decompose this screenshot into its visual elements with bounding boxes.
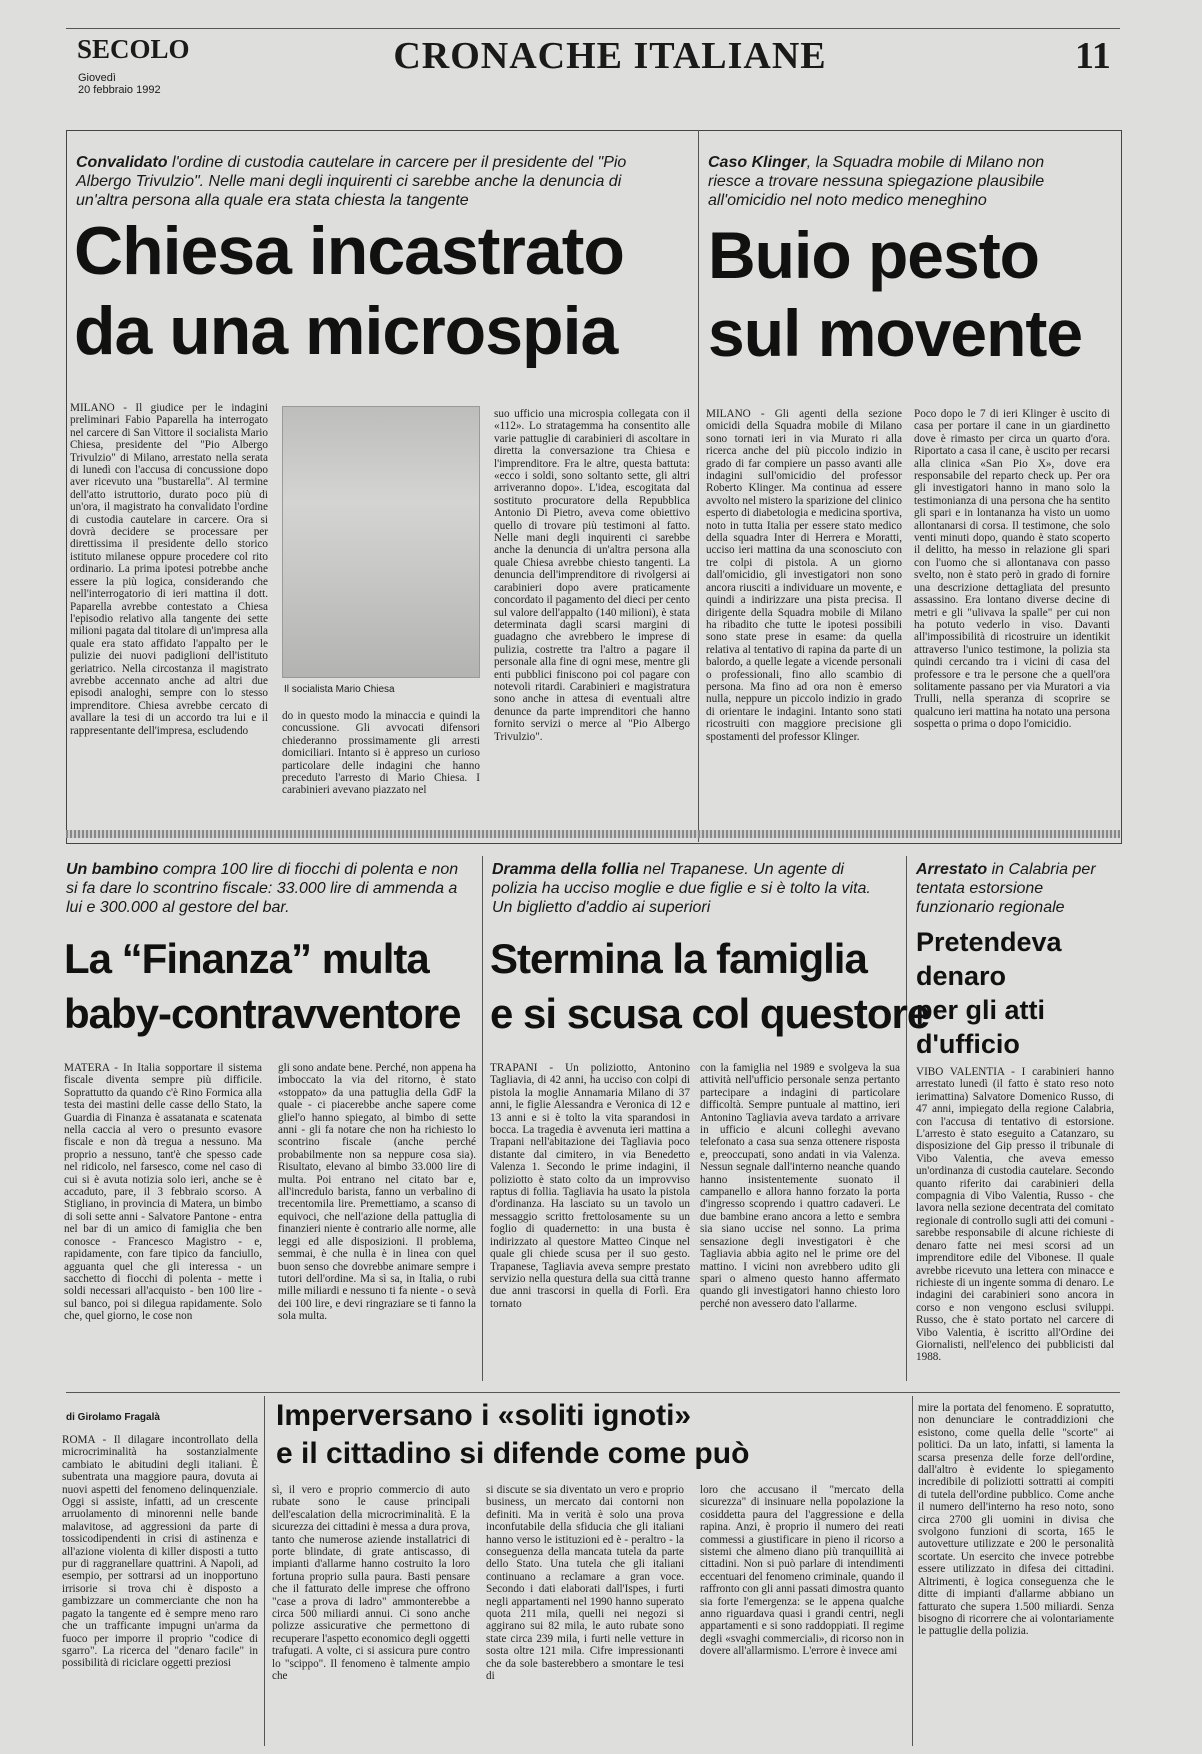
chiesa-column-2: do in questo modo la minaccia e quindi la concussione. Gli avvocati difensori chiederanno prossimamente gli arresti domiciliari. Intanto si è appreso un curioso particolare delle indagini che hanno preceduto l'arresto di Mario Chiesa. I carabinieri avevano piazzato nel <box>282 710 480 797</box>
trapani-headline-line1: Stermina la famiglia <box>490 935 867 982</box>
trapani-kicker <box>492 860 892 917</box>
calabria-headline-line2: denaro <box>916 961 1007 991</box>
klinger-headline-line1: Buio pesto <box>708 218 1039 292</box>
chiesa-column-1: MILANO - Il giudice per le indagini preliminari Fabio Paparella ha interrogato nel carcere di San Vittore il socialista Mario Chiesa, presidente del "Pio Albergo Trivulzio" di Milano, arrestato nella serata di lunedì con l'accusa di concussione dopo aver ricevuto una "bustarella". Al termine dell'atto istruttorio, durato poco più di un'ora, il magistrato ha convalidato l'ordine di custodia cautelare in carcere. Ora si dovrà decidere se processare per direttissima il presidente dello storico istituto milanese oppure procedere col rito ordinario. La prima ipotesi potrebbe anche essere la più logica, considerando che nell'interrogatorio di ieri mattina il dott. Paparella avrebbe contestato a Chiesa l'episodio relativo alla tangente dei sette milioni pagata dal titolare di un'impresa alla quale era stato affidato l'appalto per le pulizie dei nuovi padiglioni dell'istituto geriatrico. Nella circostanza il magistrato avrebbe accennato anche ad altri due episodi analoghi, sempre con lo stesso imprenditore. Chiesa avrebbe cercato di avallare la tesi di un accordo tra lui e il rappresentante dell'impresa, escludendo <box>70 402 268 737</box>
chiesa-kicker <box>76 153 636 210</box>
newspaper-logo: SECOLO <box>77 34 190 64</box>
calabria-kicker-text: in Calabria per tentata estorsione funzionario regionale <box>916 861 1096 916</box>
klinger-kicker-lead: Caso Klinger <box>708 154 807 171</box>
calabria-headline-line3: per gli atti <box>916 995 1046 1025</box>
bottom-left-divider <box>264 1396 265 1746</box>
ignoti-headline-line2: e il cittadino si difende come può <box>276 1437 750 1470</box>
calabria-kicker-lead: Arrestato <box>916 861 988 878</box>
finanza-column-1: MATERA - In Italia sopportare il sistema fiscale diventa sempre più difficile. Soprattutto da quando c'è Rino Formica alla testa dei mastini delle casse dello Stato, la Guardia di Finanza è assatanata e scatenata nella caccia al vero o presunto evasore fiscale e non dà tregua a nessuno. Ma proprio a nessuno, tant'è che spesso cade nel ridicolo, nel farsesco, come nel caso di cui si è avuta notizia solo ieri, anche se è accaduto, pare, il 3 febbraio scorso. A Stigliano, in provincia di Matera, un bimbo di soli sette anni - Salvatore Pantone - entra nel bar di un amico di famiglia che ben conosce - Francesco Magistro - e, rapidamente, con fare tipico da fanciullo, agguanta quel che gli interessa - un sacchetto di fiocchi di polenta - mette i soldi necessari all'acquisto - ben 100 lire - sul banco, poi si dilegua rapidamente. Solo che, quel giorno, le cose non <box>64 1062 262 1323</box>
issue-day: Giovedì <box>78 72 116 84</box>
middle-divider-1 <box>482 856 483 1381</box>
klinger-kicker-text: , la Squadra mobile di Milano non riesce a trovare nessuna spiegazione plausibile all'omicidio nel noto medico meneghino <box>708 154 1045 209</box>
ignoti-column-2: sì, il vero e proprio commercio di auto rubate sono le cause principali dell'escalation della microcriminalità. E la sicurezza dei cittadini è messa a dura prova, tanto che numerose aziende installatrici di porte blindate, di grate antiscasso, di impianti d'allarme hanno costruito la loro fortuna proprio sulla paura. Basti pensare che il fatturato delle imprese che offrono "case a prova di ladro" ammonterebbe a circa 500 miliardi annui. Ci sono anche polizze assicurative che permettono di recuperare l'aspetto economico degli oggetti trafugati. A volte, ci si assicura pure contro lo "scippo". Il fenomeno è talmente ampio che <box>272 1484 470 1683</box>
calabria-column-1: VIBO VALENTIA - I carabinieri hanno arrestato lunedì (il fatto è stato reso noto ierimattina) Salvatore Domenico Russo, di 47 anni, impiegato della regione Calabria, con l'accusa di tentativo di estorsione. L'arresto è stato eseguito a Catanzaro, su disposizione del Gip presso il tribunale di Vibo Valentia, che aveva emesso un'ordinanza di custodia cautelare. Secondo quanto riferito dai carabinieri della compagnia di Vibo Valentia, Russo - che lavora nella sezione decentrata del comitato regionale di controllo sugli atti dei comuni - sarebbe responsabile di alcune richieste di denaro fatte nei mesi scorsi ad un imprenditore edile del Vibonese. Il quale avrebbe ricevuto una lettera con minacce e richieste di un ingente somma di denaro. Le indagini dei carabinieri sono ancora in corso e non vengono esclusi sviluppi. Russo, che è stato portato nel carcere di Vibo Valentia, è iscritto all'Ordine dei Giornalisti, nell'elenco dei pubblicisti dal 1988. <box>916 1066 1114 1364</box>
ignoti-byline: di Girolamo Fragalà <box>66 1412 160 1423</box>
ignoti-column-3: si discute se sia diventato un vero e proprio business, un mercato dai contorni non definiti. Ma in verità è solo una prova inconfutabile della sfiducia che gli italiani hanno verso le istituzioni ed è - peraltro - la conseguenza della mancata tutela da parte dello Stato. Una tutela che gli italiani continuano a reclamare a gran voce. Secondo i dati elaborati dall'Ispes, i furti negli appartamenti nel 1990 hanno superato quota 211 mila, quelli nei negozi si aggirano sui 82 mila, le auto rubate sono state circa 239 mila, i furti nelle vetture in sosta oltre 121 mila. Cifre impressionanti che da sole basterebbero a smontare le tesi di <box>486 1484 684 1683</box>
chiesa-photo-caption: Il socialista Mario Chiesa <box>284 684 395 695</box>
trapani-column-1: TRAPANI - Un poliziotto, Antonino Tagliavia, di 42 anni, ha ucciso con colpi di pistola la moglie Annamaria Milano di 37 anni, le figlie Alessandra e Veronica di 12 e 13 anni e si è tolto la vita sparandosi in bocca. La tragedia è avvenuta ieri mattina a Trapani nell'abitazione dei Tagliavia poco distante dal cimitero, in via Benedetto Valenza 1. Secondo le prime indagini, il poliziotto è stato colto da un improvviso raptus di follia. Tagliavia ha usato la pistola d'ordinanza. Ha lasciato su un tavolo un messaggio scritto frettolosamente su un foglio di quadernetto: in una busta è indirizzato al questore Matteo Cinque nel quale gli chiede scusa per il suo gesto. Trapanese, Tagliavia aveva sempre prestato servizio nella questura della sua città tranne due anni trascorsi in quella di Forlì. Era tornato <box>490 1062 690 1310</box>
klinger-column-2: Poco dopo le 7 di ieri Klinger è uscito di casa per portare il cane in un giardinetto dove è rimasto per circa un quarto d'ora. Riportato a casa il cane, è uscito per recarsi alla clinica «San Pio X», dove era responsabile del reparto check up. Per ora gli investigatori hanno in mano solo la testimonianza di una persona che ha sentito gli spari e in lontananza ha visto un uomo allontanarsi di corsa. Il testimone, che solo venti minuti dopo, quando è stato scoperto il delitto, ha messo in relazione gli spari con l'uomo che si allontanava con passo svelto, non è stato però in grado di fornire una descrizione dettagliata del presunto assassino. Era lontano diverse decine di metri e gli "ulivava la spalle" per cui non ha potuto vederlo in viso. Davanti all'impossibilità di ricostruire un identikit attraverso l'unico testimone, la polizia sta quindi cercando tra i vicini di casa del professore e tra le persone che a quell'ora solitamente passano per via Muratori a via Trulli, nella speranza di scoprire se qualcuno ieri mattina ha notato una persona sospetta o prima o dopo l'omicidio. <box>914 408 1110 731</box>
header-rule <box>66 28 1120 29</box>
chiesa-headline-line1: Chiesa incastrato <box>74 213 624 289</box>
ignoti-column-4: loro che accusano il "mercato della sicurezza" di insinuare nella popolazione la cosiddetta paura del l'aggressione e della rapina. Anzi, è proprio il numero dei reati commessi a giustificare in pieno il ricorso a sistemi che almeno diano più tranquillità ai cittadini. Non si può parlare di intendimenti eccentuari del fenomeno criminale, quando il raffronto con gli anni passati dimostra quanto sia forte l'emergenza: se le appena qualche anno riguardava quasi i grandi centri, negli appartamenti e si sono raddoppiati. Il regime degli «svaghi commerciali», di ricorso non in dovere all'allarmismo. L'errore è invece ami <box>700 1484 904 1658</box>
ignoti-headline-line1: Imperversano i «soliti ignoti» <box>276 1399 692 1432</box>
section-title: CRONACHE ITALIANE <box>393 35 827 77</box>
page-number: 11 <box>1075 35 1111 77</box>
klinger-column-1: MILANO - Gli agenti della sezione omicidi della Squadra mobile di Milano sono tornati ieri in via Murato ri alla ricerca anche del più piccolo indizio in grado di far compiere un passo avanti alle indagini sull'omicidio del professor Roberto Klinger. Ma continua ad essere avvolto nel mistero la sparizione del clinico esperto di diabetologia e medicina sportiva, noto in tutta Italia per essere stato medico della squadra Inter di Herrera e Moratti, ucciso ieri mattina da una sconosciuto con tre colpi di pistola. A un giorno dall'omicidio, gli investigatori non sono ancora riusciti a individuare un movente, e quindi a indirizzare una pista precisa. Il dirigente della Squadra mobile di Milano ha ribadito che tutte le ipotesi possibili sono state prese in esame: da quella relativa al tentativo di rapina da parte di un balordo, a quelle legate a vicende personali o professionali, fino allo scambio di persona. Ma fino ad ora non è emerso nulla, neppure un piccolo indizio in grado di orientare le indagini. Intanto sono stati ricostruiti con maggiore precisione gli spostamenti del professor Klinger. <box>706 408 902 743</box>
bottom-right-divider <box>912 1396 913 1746</box>
chiesa-kicker-text: l'ordine di custodia cautelare in carcere per il presidente del "Pio Albergo Trivulzio". Nelle mani degli inquirenti ci sarebbe anche la denuncia di un'altra persona alla quale era stata chiesta la tangente <box>76 154 627 209</box>
calabria-headline-line1: Pretendeva <box>916 927 1062 957</box>
finanza-headline-line2: baby-contravventore <box>64 990 461 1037</box>
bottom-section-rule <box>66 1392 1120 1393</box>
finanza-column-2: gli sono andate bene. Perché, non appena ha imboccato la via del ritorno, è stato «stoppato» da una pattuglia della GdF la quale - ci piacerebbe anche sapere come gliel'o hanno spiegato, al bimbo di sette anni - gli fa notare che non ha richiesto lo scontrino fiscale (anche perché probabilmente non sa neppure cosa sia). Risultato, elevano al bimbo 33.000 lire di multa. Poi entrano nel citato bar e, all'incredulo barista, fanno un verbalino di trecentomila lire. Premettiamo, a scanso di equivoci, che nell'azione della pattuglia di finanzieri niente è contrario alle norme, alle leggi ed alle disposizioni. Il problema, semmai, è che nulla è in linea con quel buon senso che dovrebbe animare sempre i tutori dell'ordine. Ma sì sa, in Italia, o rubi mille miliardi e nessuno ti fa niente - o sevà dei 100 lire, e devi ringraziare se ti fanno la sola multa. <box>278 1062 476 1323</box>
ignoti-column-5: mire la portata del fenomeno. È sopratutto, non denunciare le contraddizioni che esistono, come quella delle "scorte" ai politici. Da un lato, infatti, si lamenta la scarsa presenza delle forze dell'ordine, dall'altro è evidente lo spiegamento incredibile di poliziotti sottratti ai compiti di tutela dell'ordine pubblico. Come anche il numero dell'interno ha reso noto, sono circa 2700 gli uomini in divisa che svolgono funzioni di scorta, 165 le autovetture utilizzate e 200 le personalità scortate. Un esercito che invece potrebbe essere utilizzato in difesa dei cittadini. Altrimenti, è logica conseguenza che le ditte di impianti d'allarme abbiano un fatturato che supera 1.500 miliardi. Senza bisogno di ricorrere che ai volontariamente le pattuglie della polizia. <box>918 1402 1114 1638</box>
finanza-headline-line1: La “Finanza” multa <box>64 935 429 982</box>
klinger-headline-line2: sul movente <box>708 296 1083 370</box>
issue-full-date: 20 febbraio 1992 <box>78 84 161 96</box>
section-divider-band <box>66 830 1120 838</box>
top-column-divider <box>698 130 699 842</box>
finanza-kicker-lead: Un bambino <box>66 861 159 878</box>
chiesa-kicker-lead: Convalidato <box>76 154 168 171</box>
klinger-kicker <box>708 153 1088 210</box>
middle-divider-2 <box>906 856 907 1381</box>
finanza-kicker <box>66 860 466 917</box>
chiesa-photo <box>282 406 480 678</box>
calabria-kicker <box>916 860 1106 917</box>
trapani-kicker-text: nel Trapanese. Un agente di polizia ha ucciso moglie e due figlie e si è tolto la vita. Un biglietto d'addio ai superiori <box>492 861 871 916</box>
trapani-kicker-lead: Dramma della follia <box>492 861 639 878</box>
trapani-column-2: con la famiglia nel 1989 e svolgeva la sua attività nell'ufficio personale senza pertanto partecipare a indagini di particolare difficoltà. Sempre puntuale al mattino, ieri Antonino Tagliavia aveva tardato a arrivare in ufficio e alcuni colleghi avevano telefonato a casa sua senza ottenere risposta e, preoccupati, sono andati in via Valenza. Nessun segnale dall'interno neanche quando hanno insistentemente suonato il campanello e allora hanno forzato la porta d'ingresso scoprendo i quattro cadaveri. Le due bambine erano ancora a letto e sembra sia siano uccise nel sonno. La prima sensazione degli investigatori è che Tagliavia abbia agito nel le prime ore del mattino. I vicini non avrebbero udito gli spari o almeno questo hanno affermato quando gli investigatori hanno chiesto loro perché non avessero dato l'allarme. <box>700 1062 900 1310</box>
chiesa-headline-line2: da una microspia <box>74 293 618 369</box>
finanza-kicker-text: compra 100 lire di fiocchi di polenta e non si fa dare lo scontrino fiscale: 33.000 lire di ammenda a lui e 300.000 al gestore del bar. <box>66 861 459 916</box>
issue-date <box>78 72 161 96</box>
trapani-headline-line2: e si scusa col questore <box>490 990 930 1037</box>
chiesa-column-3: suo ufficio una microspia collegata con il «112». Lo stratagemma ha consentito alle varie pattuglie di carabinieri di ascoltare in diretta la conversazione tra Chiesa e l'imprenditore. Fra le altre, questa battuta: «ecco i soldi, sono soltanto sette, gli altri arriveranno dopo». L'idea, escogitata dal sostituto procuratore della Repubblica Antonio Di Pietro, aveva come obiettivo quello di trovare più testimoni al fatto. Nelle mani degli inquirenti ci sarebbe anche la denuncia di un'altra persona alla quale Chiesa avrebbe chiesto tangenti. La denuncia dell'imprenditore di rivolgersi ai carabinieri dopo avere praticamente concordato il pagamento del dieci per cento sul valore dell'appalto (140 milioni), è stata determinata dagli scarsi margini di guadagno che avrebbero le imprese di pulizia, costrette tra l'altro a pagare il personale alla fine di ogni mese, mentre gli enti pubblici finiscono poi col pagare con notevoli ritardi. Carabinieri e magistratura sono anche in attesa di eventuali altre denunce da parte imprenditori che hanno fornito servizi o merce al "Pio Albergo Trivulzio". <box>494 408 690 743</box>
ignoti-column-1: ROMA - Il dilagare incontrollato della microcriminalità ha sostanzialmente cambiato le abitudini degli italiani. È subentrata una maggiore paura, dovuta ai nuovi aspetti del fenomeno delinquenziale. Oggi si assiste, infatti, ad un crescente arruolamento di minorenni nelle bande malavitose, ad aggressioni da parte di tossicodipendenti in crisi di astinenza e all'azione violenta di killer disposti a tutto pur di raggranellare quattrini. A Napoli, ad esempio, per sottrarsi ad un inopportuno irrisorie si trova chi è disposto a gambizzare un commerciante che non ha pagato la tangente ed è sempre meno raro che un trafficante impugni un'arma da fuoco per imporre il proprio "codice di sgarro". La ricerca del "denaro facile" in possibilità di riciclare oggetti preziosi <box>62 1434 258 1670</box>
calabria-headline-line4: d'ufficio <box>916 1029 1020 1059</box>
